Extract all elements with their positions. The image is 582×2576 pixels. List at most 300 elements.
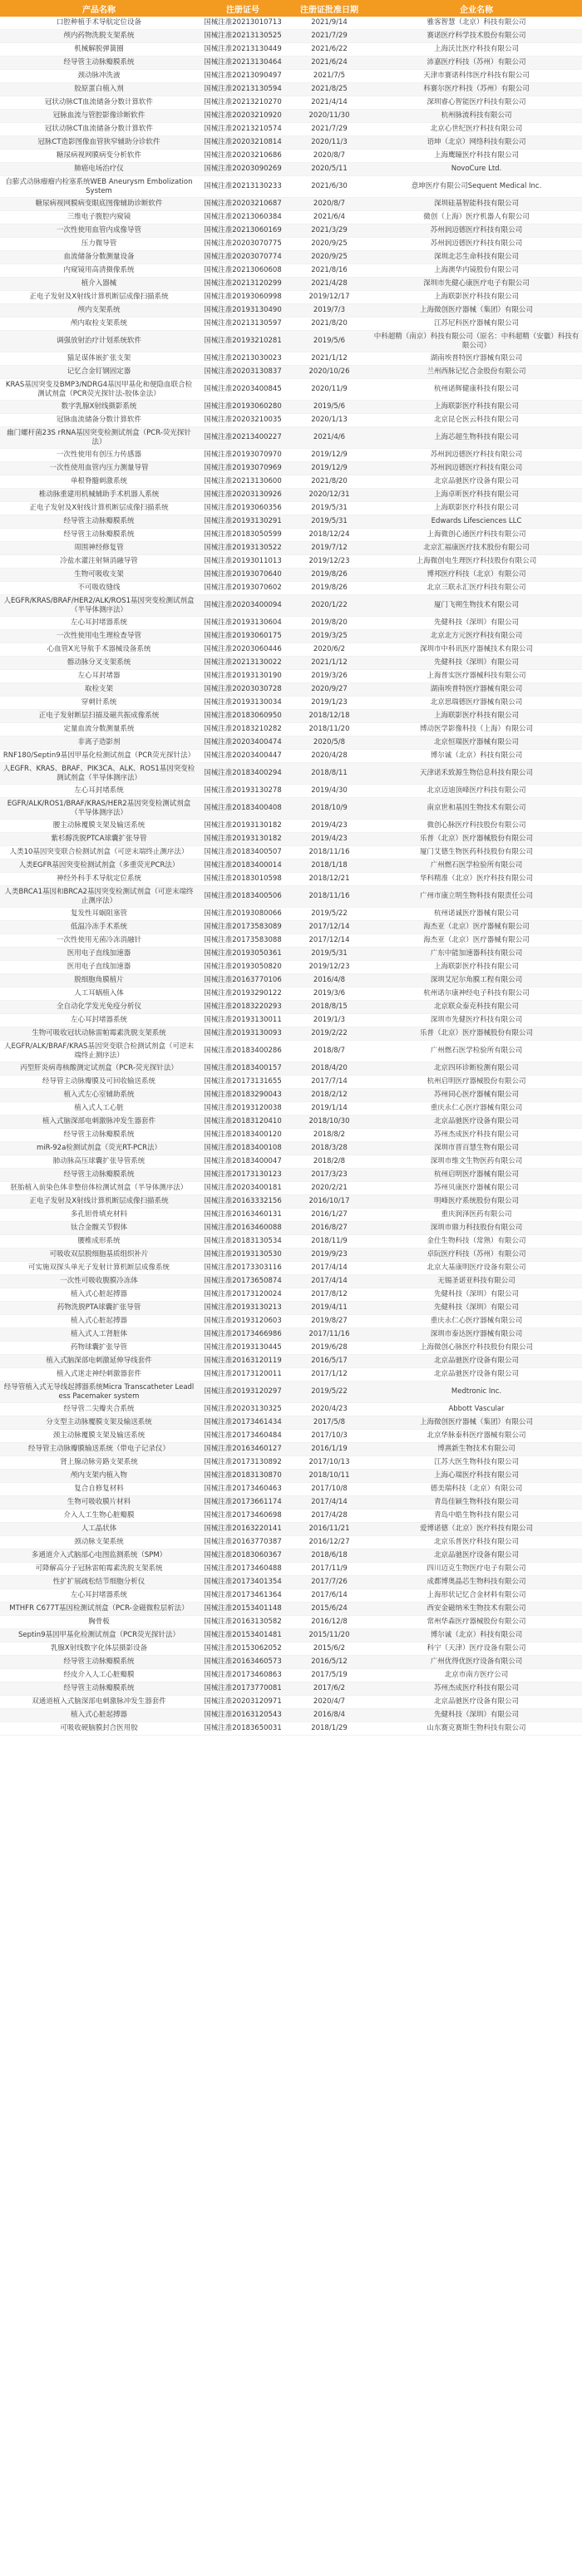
company-name-cell: 厦门艾德生物医药科技股份有限公司	[371, 846, 582, 859]
approval-date-cell: 2018/8/7	[288, 1041, 371, 1062]
product-name-cell: 定量血流分数测量系统	[0, 723, 198, 736]
registration-number-cell: 国械注准20203090269	[198, 163, 288, 176]
approval-date-cell: 2019/5/31	[288, 948, 371, 961]
registration-number-cell: 国械注准20173461364	[198, 1589, 288, 1603]
product-name-cell: 糖尿病视网膜病变眼底图像辅助诊断软件	[0, 198, 198, 211]
table-row	[0, 110, 582, 123]
approval-date-cell: 2016/11/21	[288, 1523, 371, 1536]
registration-number-cell: 国械注准20173120024	[198, 1288, 288, 1302]
approval-date-cell: 2018/10/30	[288, 1116, 371, 1129]
table-row	[0, 1089, 582, 1102]
table-row	[0, 1328, 582, 1342]
registration-number-cell: 国械注准20183290043	[198, 1089, 288, 1102]
table-row	[0, 555, 582, 569]
table-row	[0, 176, 582, 198]
header-company-name[interactable]: 企业名称	[371, 0, 582, 17]
company-name-cell: 上海沃比医疗科技有限公司	[371, 43, 582, 57]
product-name-cell: 左心耳封堵器系统	[0, 1014, 198, 1027]
header-approval-date[interactable]: 注册证批准日期	[288, 0, 371, 17]
table-row	[0, 1523, 582, 1536]
product-name-cell: 记忆合金钉钢固定器	[0, 366, 198, 379]
approval-date-cell: 2017/5/8	[288, 1416, 371, 1430]
approval-date-cell: 2018/11/9	[288, 1235, 371, 1249]
company-name-cell: 上海联影医疗科技有限公司	[371, 291, 582, 304]
product-name-cell: 口腔种植手术导航定位设备	[0, 17, 198, 30]
company-name-cell: 微创心脉医疗科技股份有限公司	[371, 820, 582, 833]
company-name-cell: 先健科技（深圳）有限公司	[371, 617, 582, 630]
company-name-cell: 深圳市泰达医疗器械有限公司	[371, 1328, 582, 1342]
company-name-cell: 先健科技（深圳）有限公司	[371, 1302, 582, 1315]
registration-number-cell: 国械注准20193070602	[198, 582, 288, 595]
table-row	[0, 1563, 582, 1576]
product-name-cell: 幽门螺杆菌23S rRNA基因突变检测试剂盒（PCR-荧光探针法）	[0, 427, 198, 449]
approval-date-cell: 2019/2/22	[288, 1027, 371, 1041]
company-name-cell: 上海微创医疗器械（集团）有限公司	[371, 304, 582, 318]
registration-number-cell: 国械注准20213210574	[198, 123, 288, 136]
table-row	[0, 961, 582, 974]
table-row	[0, 1249, 582, 1262]
approval-date-cell: 2017/1/12	[288, 1368, 371, 1382]
product-name-cell: 肺动脉高压球囊扩张导管系统	[0, 1155, 198, 1169]
approval-date-cell: 2021/6/24	[288, 57, 371, 70]
registration-number-cell: 国械注准20173583088	[198, 934, 288, 948]
table-header-row	[0, 0, 582, 17]
company-name-cell: 深圳市先健医疗科技有限公司	[371, 1014, 582, 1027]
product-name-cell: Septin9基因甲基化检测试剂盒（PCR荧光探针法）	[0, 1629, 198, 1643]
registration-number-cell: 国械注准20193130604	[198, 617, 288, 630]
company-name-cell: 赛诺医疗科学技术股份有限公司	[371, 30, 582, 43]
registration-number-cell: 国械注准20183400047	[198, 1155, 288, 1169]
approval-date-cell: 2019/9/23	[288, 1249, 371, 1262]
company-name-cell: 北京汇福康医疗技术股份有限公司	[371, 542, 582, 555]
product-name-cell: 椎动脉重建用机械辅助手术机器人系统	[0, 489, 198, 502]
table-row	[0, 1129, 582, 1142]
product-name-cell: 经导管二尖瓣夹合系统	[0, 1403, 198, 1416]
company-name-cell: 广州优得优医疗设备有限公司	[371, 1656, 582, 1669]
registration-number-cell: 国械注准20183120410	[198, 1116, 288, 1129]
registration-number-cell: 国械注准20163332156	[198, 1195, 288, 1209]
approval-date-cell: 2018/11/16	[288, 846, 371, 859]
product-name-cell: KRAS基因突变及BMP3/NDRG4基因甲基化和便隐血联合检测试剂盒（PCR荧光探针法-胶体金法）	[0, 379, 198, 401]
approval-date-cell: 2018/1/29	[288, 1722, 371, 1736]
product-name-cell: 单根脊髓刺激系统	[0, 475, 198, 489]
table-row	[0, 1076, 582, 1089]
registration-number-cell: 国械注准20193130190	[198, 670, 288, 683]
product-name-cell: 人类10基因突变联合检测试剂盒（可逆末端终止测序法）	[0, 846, 198, 859]
product-name-cell: 一次性使用血管内成像导管	[0, 224, 198, 238]
table-row	[0, 379, 582, 401]
product-name-cell: 血流储备分数测量设备	[0, 251, 198, 264]
company-name-cell: 科宁（天津）医疗设备有限公司	[371, 1643, 582, 1656]
table-row	[0, 582, 582, 595]
company-name-cell: 常州华森医疗器械股份有限公司	[371, 1616, 582, 1629]
product-name-cell: 医用电子直线加速器	[0, 961, 198, 974]
registration-number-cell: 国械注准20163120543	[198, 1709, 288, 1722]
company-name-cell: 青岛中皓生物科技有限公司	[371, 1510, 582, 1523]
product-name-cell: 腰主动脉覆膜支架及输送系统	[0, 820, 198, 833]
registration-number-cell: 国械注准20163120119	[198, 1355, 288, 1368]
approval-date-cell: 2020/4/28	[288, 750, 371, 763]
table-row	[0, 1430, 582, 1443]
product-name-cell: 人EGFR、KRAS、BRAF、PIK3CA、ALK、ROS1基因突变检测试剂盒（半导体测序法）	[0, 763, 198, 785]
approval-date-cell: 2018/4/20	[288, 1062, 371, 1076]
company-name-cell: 重庆润泽医药有限公司	[371, 1209, 582, 1222]
table-row	[0, 710, 582, 723]
product-name-cell: 一次性使用有创压力传感器	[0, 449, 198, 462]
product-name-cell: 左心耳封堵系统	[0, 785, 198, 798]
company-name-cell: 北京心世纪医疗科技有限公司	[371, 123, 582, 136]
company-name-cell: 中科超精（南京）科技有限公司（原名：中科超精（安徽）科技有限公司）	[371, 331, 582, 352]
company-name-cell: 天津诺禾致源生物信息科技有限公司	[371, 763, 582, 785]
table-row	[0, 211, 582, 224]
product-name-cell: 多孔钽骨填充材料	[0, 1209, 198, 1222]
registration-number-cell: 国械注准20213060608	[198, 264, 288, 278]
company-name-cell: 湖南埃普特医疗器械有限公司	[371, 352, 582, 366]
registration-number-cell: 国械注准20173120011	[198, 1368, 288, 1382]
company-name-cell: 上海微创医疗器械（集团）有限公司	[371, 1416, 582, 1430]
product-name-cell: 可吸收双层脱细胞基质组织补片	[0, 1249, 198, 1262]
registration-number-cell: 国械注准20183400108	[198, 1142, 288, 1155]
company-name-cell: 上海芯超生物科技有限公司	[371, 427, 582, 449]
product-name-cell: 肾上腺动脉旁路支架系统	[0, 1456, 198, 1470]
registration-number-cell: 国械注准20193050361	[198, 948, 288, 961]
company-name-cell: 深圳市维文生物医药有限公司	[371, 1155, 582, 1169]
product-name-cell: 经导管主动脉瓣膜系统	[0, 529, 198, 542]
header-registration-number[interactable]: 注册证号	[198, 0, 288, 17]
approval-date-cell: 2018/8/2	[288, 1129, 371, 1142]
company-name-cell: 意坤医疗有限公司Sequent Medical Inc.	[371, 176, 582, 198]
product-name-cell: 经导管主动脉瓣膜及可回收输送系统	[0, 1076, 198, 1089]
product-name-cell: 内窥镜用高清摄像系统	[0, 264, 198, 278]
approval-date-cell: 2020/5/11	[288, 163, 371, 176]
table-row	[0, 820, 582, 833]
table-row	[0, 1603, 582, 1616]
company-name-cell: 南京世和基因生物技术有限公司	[371, 798, 582, 820]
approval-date-cell: 2019/1/23	[288, 697, 371, 710]
registration-number-cell: 国械注准20213130525	[198, 30, 288, 43]
approval-date-cell: 2020/11/9	[288, 379, 371, 401]
registration-number-cell: 国械注准20153062052	[198, 1643, 288, 1656]
approval-date-cell: 2019/4/11	[288, 1302, 371, 1315]
table-row	[0, 489, 582, 502]
company-name-cell: 上海联影医疗科技有限公司	[371, 401, 582, 414]
company-name-cell: 北京昆仑医云科技有限公司	[371, 414, 582, 427]
registration-number-cell: 国械注准20213130597	[198, 318, 288, 331]
approval-date-cell: 2019/3/26	[288, 670, 371, 683]
company-name-cell: 深圳市鼎力科技股份有限公司	[371, 1222, 582, 1235]
approval-date-cell: 2016/4/8	[288, 974, 371, 988]
company-name-cell: 厦门飞朔生物技术有限公司	[371, 595, 582, 617]
table-row	[0, 318, 582, 331]
approval-date-cell: 2017/11/16	[288, 1328, 371, 1342]
registration-number-cell: 国械注准20163460088	[198, 1222, 288, 1235]
company-name-cell: 博尔诚（北京）科技有限公司	[371, 1629, 582, 1643]
product-name-cell: 胶原蛋白植入剂	[0, 83, 198, 96]
table-row	[0, 1443, 582, 1456]
registration-number-cell: 国械注准20193050820	[198, 961, 288, 974]
approval-date-cell: 2017/11/9	[288, 1563, 371, 1576]
table-row	[0, 70, 582, 83]
product-name-cell: 一次性可吸收腹膜冷冻体	[0, 1275, 198, 1288]
product-name-cell: 低温冷冻手术系统	[0, 921, 198, 934]
approval-date-cell: 2020/9/25	[288, 238, 371, 251]
approval-date-cell: 2017/7/26	[288, 1576, 371, 1589]
company-name-cell: 广州燃石医学检验所有限公司	[371, 1041, 582, 1062]
registration-number-cell: 国械注准20193130522	[198, 542, 288, 555]
registration-number-cell: 国械注准20193060280	[198, 401, 288, 414]
table-row	[0, 1368, 582, 1382]
registration-number-cell: 国械注准20193130182	[198, 820, 288, 833]
table-row	[0, 643, 582, 657]
company-name-cell: 北京思瑞德医疗器械有限公司	[371, 697, 582, 710]
registration-number-cell: 国械注准20183400507	[198, 846, 288, 859]
company-name-cell: 深圳睿心智能医疗科技有限公司	[371, 96, 582, 110]
registration-number-cell: 国械注准20203130325	[198, 1403, 288, 1416]
product-name-cell: 乳腺X射线数字化体层摄影设备	[0, 1643, 198, 1656]
product-name-cell: 双通道植入式脑深部电刺激脉冲发生器套件	[0, 1696, 198, 1709]
product-name-cell: 可吸收硬脑膜封合医用胶	[0, 1722, 198, 1736]
approval-date-cell: 2016/5/17	[288, 1355, 371, 1368]
registration-number-cell: 国械注准20183130534	[198, 1235, 288, 1249]
company-name-cell: 语坤（北京）网络科技有限公司	[371, 136, 582, 150]
company-name-cell: 北京大基康明医疗设备有限公司	[371, 1262, 582, 1275]
company-name-cell: 沛嘉医疗科技（苏州）有限公司	[371, 57, 582, 70]
table-row	[0, 1209, 582, 1222]
table-row	[0, 630, 582, 643]
table-row	[0, 475, 582, 489]
registration-number-cell: 国械注准20163220141	[198, 1523, 288, 1536]
registration-number-cell: 国械注准20173460488	[198, 1563, 288, 1576]
registration-number-cell: 国械注准20173583089	[198, 921, 288, 934]
approval-date-cell: 2016/12/8	[288, 1616, 371, 1629]
table-row	[0, 136, 582, 150]
company-name-cell: 西安金磁纳米生物技术有限公司	[371, 1603, 582, 1616]
product-name-cell: 一次性使用电生理检查导管	[0, 630, 198, 643]
product-name-cell: 经导管主动脉瓣膜系统	[0, 1682, 198, 1696]
approval-date-cell: 2017/5/19	[288, 1669, 371, 1682]
table-row	[0, 1669, 582, 1682]
company-name-cell: 上海联影医疗科技有限公司	[371, 710, 582, 723]
table-row	[0, 683, 582, 697]
product-name-cell: 丙型肝炎病毒核酸测定试剂盒（PCR-荧光探针法）	[0, 1062, 198, 1076]
table-row	[0, 1709, 582, 1722]
company-name-cell: 苏州润迈德医疗科技有限公司	[371, 449, 582, 462]
registration-number-cell: 国械注准20183400014	[198, 859, 288, 873]
approval-date-cell: 2016/10/17	[288, 1195, 371, 1209]
table-row	[0, 1355, 582, 1368]
company-name-cell: 重庆永仁心医疗器械有限公司	[371, 1102, 582, 1116]
registration-number-cell: 国械注准20213130594	[198, 83, 288, 96]
company-name-cell: 海杰亚（北京）医疗器械有限公司	[371, 921, 582, 934]
registration-number-cell: 国械注准20153401148	[198, 1603, 288, 1616]
table-row	[0, 224, 582, 238]
registration-number-cell: 国械注准20213130233	[198, 176, 288, 198]
product-name-cell: 人类BRCA1基因和BRCA2基因突变检测试剂盒（可逆末端终止测序法）	[0, 886, 198, 908]
approval-date-cell: 2017/10/8	[288, 1483, 371, 1496]
table-row	[0, 670, 582, 683]
registration-number-cell: 国械注准20193130034	[198, 697, 288, 710]
product-name-cell: 经导管主动脉瓣膜输送系统（带电子记录仪）	[0, 1443, 198, 1456]
registration-number-cell: 国械注准20193130182	[198, 833, 288, 846]
approval-date-cell: 2020/9/27	[288, 683, 371, 697]
company-name-cell: 苏州润迈德医疗科技有限公司	[371, 462, 582, 475]
registration-number-cell: 国械注准20173303116	[198, 1262, 288, 1275]
table-row	[0, 1342, 582, 1355]
approval-date-cell: 2020/2/21	[288, 1182, 371, 1195]
product-name-cell: 植入式人工肾脏体	[0, 1328, 198, 1342]
company-name-cell: 苏州同心医疗器械有限公司	[371, 1089, 582, 1102]
registration-number-cell: 国械注准20203070775	[198, 238, 288, 251]
registration-number-cell: 国械注准20203130837	[198, 366, 288, 379]
company-name-cell: 天津市赛诺科伟医疗科技有限公司	[371, 70, 582, 83]
approval-date-cell: 2017/12/14	[288, 934, 371, 948]
approval-date-cell: 2018/12/24	[288, 529, 371, 542]
company-name-cell: 上海普实医疗器械科技有限公司	[371, 670, 582, 683]
approval-date-cell: 2017/10/3	[288, 1430, 371, 1443]
company-name-cell: 北京品驰医疗设备有限公司	[371, 1368, 582, 1382]
table-row	[0, 1696, 582, 1709]
registration-number-cell: 国械注准20193070970	[198, 449, 288, 462]
table-row	[0, 934, 582, 948]
registration-number-cell: 国械注准20213130022	[198, 657, 288, 670]
product-name-cell: 分支型主动脉覆膜支架及输送系统	[0, 1416, 198, 1430]
table-row	[0, 43, 582, 57]
registration-number-cell: 国械注准20173460484	[198, 1430, 288, 1443]
product-name-cell: 颅内取栓支架系统	[0, 318, 198, 331]
company-name-cell: 科赛尔医疗科技（苏州）有限公司	[371, 83, 582, 96]
product-name-cell: 植入式左心室辅助系统	[0, 1089, 198, 1102]
company-name-cell: 北京品驰医疗设备有限公司	[371, 475, 582, 489]
table-row	[0, 798, 582, 820]
approval-date-cell: 2019/4/23	[288, 833, 371, 846]
table-row	[0, 352, 582, 366]
product-name-cell: 机械解脱弹簧圈	[0, 43, 198, 57]
company-name-cell: 北京迈迪顶峰医疗科技有限公司	[371, 785, 582, 798]
company-name-cell: 重庆永仁心医疗器械有限公司	[371, 1315, 582, 1328]
company-name-cell: 杭州脉流科技有限公司	[371, 110, 582, 123]
approval-date-cell: 2021/7/5	[288, 70, 371, 83]
product-name-cell: 一次性使用血管内压力测量导管	[0, 462, 198, 475]
table-row	[0, 974, 582, 988]
registration-number-cell: 国械注准20203400447	[198, 750, 288, 763]
registration-number-cell: 国械注准20193130530	[198, 1249, 288, 1262]
product-name-cell: 可实施双探头单光子发射计算机断层成像系统	[0, 1262, 198, 1275]
table-row	[0, 750, 582, 763]
registration-number-cell: 国械注准20173460698	[198, 1510, 288, 1523]
product-name-cell: 一次性使用无菌冷冻消融针	[0, 934, 198, 948]
product-name-cell: 冠状动脉CT血流储备分数计算软件	[0, 96, 198, 110]
table-row	[0, 1629, 582, 1643]
product-name-cell: 药物洗脱PTA球囊扩张导管	[0, 1302, 198, 1315]
approval-date-cell: 2017/4/14	[288, 1496, 371, 1510]
approval-date-cell: 2016/8/4	[288, 1709, 371, 1722]
company-name-cell: 苏州杰成医疗科技有限公司	[371, 1129, 582, 1142]
company-name-cell: 上海微创心脉医疗科技股份有限公司	[371, 1342, 582, 1355]
registration-number-cell: 国械注准20203210814	[198, 136, 288, 150]
product-name-cell: 髂动脉分叉支架系统	[0, 657, 198, 670]
table-row	[0, 736, 582, 750]
approval-date-cell: 2019/4/23	[288, 820, 371, 833]
company-name-cell: 上海微创心通医疗科技有限公司	[371, 529, 582, 542]
approval-date-cell: 2015/6/2	[288, 1643, 371, 1656]
registration-number-cell: 国械注准20183060950	[198, 710, 288, 723]
table-body	[0, 17, 582, 1736]
company-name-cell: 广州市康立明生物科技有限责任公司	[371, 886, 582, 908]
company-name-cell: 北京品驰医疗设备有限公司	[371, 1696, 582, 1709]
company-name-cell: 广州燃石医学检验所有限公司	[371, 859, 582, 873]
company-name-cell: 上海心瑞医疗科技有限公司	[371, 1470, 582, 1483]
company-name-cell: 金仕生物科技（常熟）有限公司	[371, 1235, 582, 1249]
registration-number-cell: 国械注准20193120038	[198, 1102, 288, 1116]
table-row	[0, 859, 582, 873]
registration-number-cell: 国械注准20193060356	[198, 502, 288, 515]
registration-number-cell: 国械注准20213120299	[198, 278, 288, 291]
table-row	[0, 1722, 582, 1736]
table-row	[0, 30, 582, 43]
registration-number-cell: 国械注准20213030023	[198, 352, 288, 366]
approval-date-cell: 2015/11/20	[288, 1629, 371, 1643]
table-row	[0, 304, 582, 318]
registration-number-cell: 国械注准20173131655	[198, 1076, 288, 1089]
company-name-cell: 卓阮医疗科技（苏州）有限公司	[371, 1249, 582, 1262]
table-row	[0, 1483, 582, 1496]
company-name-cell: 深圳北芯生命科技有限公司	[371, 251, 582, 264]
product-name-cell: 压力微导管	[0, 238, 198, 251]
approval-date-cell: 2016/1/19	[288, 1443, 371, 1456]
approval-date-cell: 2017/7/14	[288, 1076, 371, 1089]
product-name-cell: 生物可吸收支架	[0, 569, 198, 582]
header-product-name[interactable]: 产品名称	[0, 0, 198, 17]
product-name-cell: 经导管植入式无导线起搏器系统Micra Transcatheter Leadless Pacemaker system	[0, 1382, 198, 1403]
registration-number-cell: 国械注准20153401481	[198, 1629, 288, 1643]
product-name-cell: 钛合金髋关节假体	[0, 1222, 198, 1235]
approval-date-cell: 2021/8/20	[288, 318, 371, 331]
approval-date-cell: 2018/2/12	[288, 1089, 371, 1102]
registration-number-cell: 国械注准20183400120	[198, 1129, 288, 1142]
product-name-cell: 神经外科手术导航定位系统	[0, 873, 198, 886]
registration-number-cell: 国械注准20193130445	[198, 1342, 288, 1355]
table-row	[0, 1315, 582, 1328]
approval-date-cell: 2018/6/18	[288, 1549, 371, 1563]
product-name-cell: 可降解高分子冠脉雷帕霉素洗脱支架系统	[0, 1563, 198, 1576]
approval-date-cell: 2017/12/14	[288, 921, 371, 934]
approval-date-cell: 2018/1/18	[288, 859, 371, 873]
product-name-cell: 植入式脑深部电刺激脉冲发生器套件	[0, 1116, 198, 1129]
approval-date-cell: 2019/12/9	[288, 449, 371, 462]
company-name-cell: 北京乐普医疗科技有限公司	[371, 1536, 582, 1549]
company-name-cell: 北京品驰医疗设备有限公司	[371, 1549, 582, 1563]
product-name-cell: 腰椎成形系统	[0, 1235, 198, 1249]
registration-number-cell: 国械注准20193210281	[198, 331, 288, 352]
approval-date-cell: 2019/5/31	[288, 515, 371, 529]
company-name-cell: 华科精准（北京）医疗科技有限公司	[371, 873, 582, 886]
company-name-cell: 先健科技（深圳）有限公司	[371, 1709, 582, 1722]
registration-number-cell: 国械注准20173401354	[198, 1576, 288, 1589]
approval-date-cell: 2018/2/8	[288, 1155, 371, 1169]
table-row	[0, 846, 582, 859]
product-name-cell: 数字乳腺X射线摄影系统	[0, 401, 198, 414]
registration-number-cell: 国械注准20173466986	[198, 1328, 288, 1342]
product-name-cell: 经导管主动脉瓣膜系统	[0, 1169, 198, 1182]
company-name-cell: 北京华脉泰科医疗器械有限公司	[371, 1430, 582, 1443]
product-name-cell: 介入人工生物心脏瓣膜	[0, 1510, 198, 1523]
table-row	[0, 1616, 582, 1629]
registration-number-cell: 国械注准20213090497	[198, 70, 288, 83]
company-name-cell: 杭州启明医疗器械有限公司	[371, 1169, 582, 1182]
company-name-cell: 乐普（北京）医疗器械股份有限公司	[371, 833, 582, 846]
table-row	[0, 198, 582, 211]
registration-number-cell: 国械注准20193060998	[198, 291, 288, 304]
